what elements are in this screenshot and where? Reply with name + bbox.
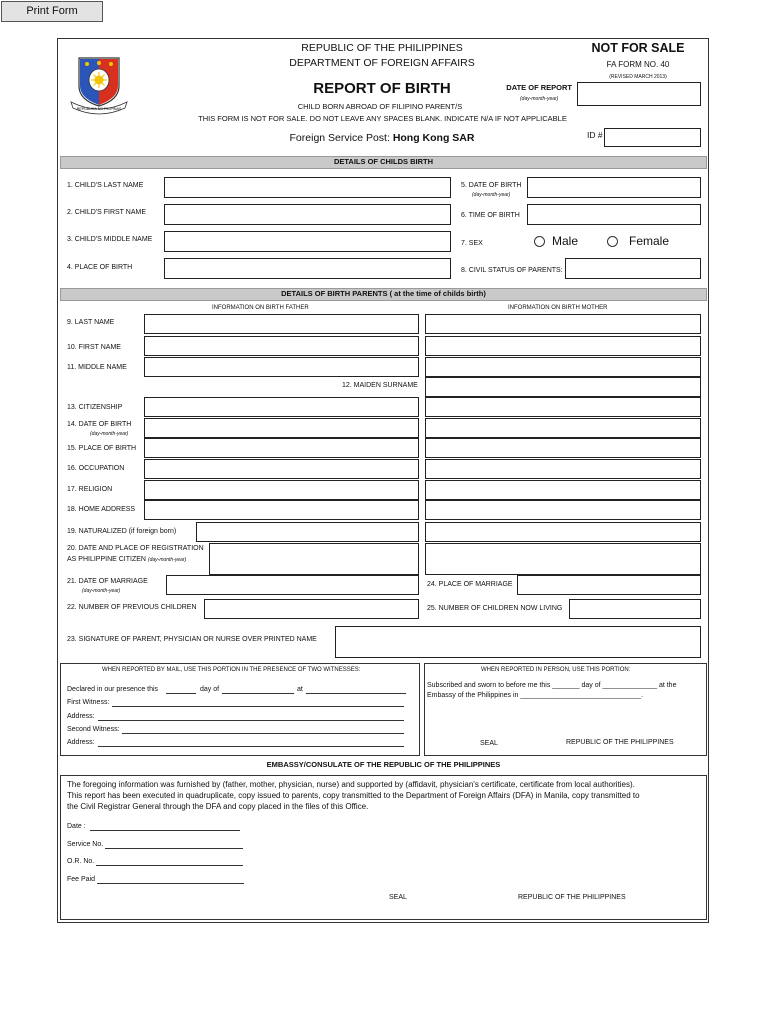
registration-format: (day-month-year)	[147, 557, 187, 563]
date-line[interactable]	[90, 830, 240, 831]
person-sworn-line1: Subscribed and sworn to before me this _______ day of ______________ at the	[427, 682, 677, 689]
pob-label: 15. PLACE OF BIRTH	[67, 445, 137, 452]
child-place-of-birth-label: 4. PLACE OF BIRTH	[67, 264, 133, 271]
father-naturalized-input[interactable]	[196, 522, 419, 542]
mother-dob-input[interactable]	[425, 418, 701, 438]
father-religion-input[interactable]	[144, 480, 419, 500]
embassy-para-2: This report has been executed in quadruplicate, copy issued to parents, copy transmitted to the Department of Foreign Affairs (DFA) in Manila, copy transmitted to	[67, 791, 640, 800]
registration-label: 20. DATE AND PLACE OF REGISTRATION	[67, 545, 204, 552]
person-sworn-line2: Embassy of the Philippines in _______________________________.	[427, 692, 644, 699]
section-birth-parents: DETAILS OF BIRTH PARENTS ( at the time of childs birth)	[60, 288, 707, 301]
first-witness-line[interactable]	[112, 706, 404, 707]
embassy-para-3: the Civil Registrar General through the DFA and copy placed in the files of this Office.	[67, 802, 369, 811]
embassy-seal: SEAL	[389, 894, 407, 901]
father-address-input[interactable]	[144, 500, 419, 520]
registration-label-2-text: AS PHILIPPINE CITIZEN	[67, 556, 146, 563]
marriage-date-format: (day-month-year)	[82, 588, 121, 594]
maiden-surname-label: 12. MAIDEN SURNAME	[342, 382, 418, 389]
previous-children-input[interactable]	[204, 599, 419, 619]
declared-day-line[interactable]	[166, 693, 196, 694]
religion-label: 17. RELIGION	[67, 486, 113, 493]
occupation-label: 16. OCCUPATION	[67, 465, 125, 472]
mail-header: WHEN REPORTED BY MAIL, USE THIS PORTION IN THE PRESENCE OF TWO WITNESSES:	[102, 667, 361, 673]
father-first-name-input[interactable]	[144, 336, 419, 356]
mail-section	[60, 663, 420, 756]
citizenship-label: 13. CITIZENSHIP	[67, 404, 123, 411]
mother-citizenship-input[interactable]	[425, 397, 701, 417]
mother-first-name-input[interactable]	[425, 336, 701, 356]
last-name-label: 9. LAST NAME	[67, 319, 115, 326]
children-living-label: 25. NUMBER OF CHILDREN NOW LIVING	[427, 605, 563, 612]
page-title: REPORT OF BIRTH	[313, 80, 451, 97]
child-middle-name-label: 3. CHILD'S MIDDLE NAME	[67, 236, 153, 243]
mother-religion-input[interactable]	[425, 480, 701, 500]
department-heading: DEPARTMENT OF FOREIGN AFFAIRS	[289, 57, 475, 69]
mother-middle-name-input[interactable]	[425, 357, 701, 377]
section-child-birth: DETAILS OF CHILDS BIRTH	[60, 156, 707, 169]
fee-paid-line[interactable]	[97, 883, 244, 884]
father-occupation-input[interactable]	[144, 459, 419, 479]
registration-label-2	[67, 556, 186, 563]
fee-paid-label: Fee Paid	[67, 876, 96, 883]
home-address-label: 18. HOME ADDRESS	[67, 506, 136, 513]
first-name-label: 10. FIRST NAME	[67, 344, 121, 351]
post-value: Hong Kong SAR	[392, 132, 475, 144]
person-seal: SEAL	[480, 740, 498, 747]
embassy-republic: REPUBLIC OF THE PHILIPPINES	[518, 894, 626, 901]
mother-registration-input[interactable]	[425, 543, 701, 575]
embassy-title: EMBASSY/CONSULATE OF THE REPUBLIC OF THE PHILIPPINES	[266, 760, 501, 769]
mother-maiden-surname-input[interactable]	[425, 377, 701, 397]
child-dob-format: (day-month-year)	[472, 192, 511, 198]
marriage-place-input[interactable]	[517, 575, 701, 595]
child-first-name-input[interactable]	[164, 204, 451, 225]
not-for-sale: NOT FOR SALE	[591, 41, 685, 55]
previous-children-label: 22. NUMBER OF PREVIOUS CHILDREN	[67, 604, 197, 611]
dob-label: 14. DATE OF BIRTH	[67, 421, 132, 428]
mother-pob-input[interactable]	[425, 438, 701, 458]
mother-last-name-input[interactable]	[425, 314, 701, 334]
signature-input[interactable]	[335, 626, 701, 658]
revised-date: (REVISED MARCH 2013)	[609, 74, 667, 80]
child-time-of-birth-input[interactable]	[527, 204, 701, 225]
sex-male-label: Male	[552, 234, 579, 248]
child-last-name-label: 1. CHILD'S LAST NAME	[67, 182, 144, 189]
sex-female-label: Female	[629, 234, 670, 248]
philippine-seal-icon	[67, 50, 131, 118]
father-citizenship-input[interactable]	[144, 397, 419, 417]
child-dob-label: 5. DATE OF BIRTH	[461, 182, 522, 189]
marriage-place-label: 24. PLACE OF MARRIAGE	[427, 581, 513, 588]
foreign-service-post	[262, 132, 502, 144]
child-dob-input[interactable]	[527, 177, 701, 198]
marriage-date-input[interactable]	[166, 575, 419, 595]
marriage-date-label: 21. DATE OF MARRIAGE	[67, 578, 148, 585]
or-no-label: O.R. No.	[67, 858, 95, 865]
date-label: Date :	[67, 823, 86, 830]
sex-male-radio[interactable]	[534, 236, 545, 247]
address1-line[interactable]	[98, 720, 404, 721]
date-of-report-label: DATE OF REPORT	[506, 83, 572, 92]
service-no-label: Service No.	[67, 841, 104, 848]
person-republic: REPUBLIC OF THE PHILIPPINES	[566, 739, 674, 746]
naturalized-label: 19. NATURALIZED (if foreign born)	[67, 528, 177, 535]
print-form-button[interactable]: Print Form	[1, 1, 103, 22]
child-place-of-birth-input[interactable]	[164, 258, 451, 279]
day-of-label: day of	[200, 686, 220, 693]
address2-line[interactable]	[98, 746, 404, 747]
child-middle-name-input[interactable]	[164, 231, 451, 252]
second-witness-line[interactable]	[122, 733, 404, 734]
date-of-report-format: (day-month-year)	[520, 96, 559, 102]
child-time-of-birth-label: 6. TIME OF BIRTH	[461, 212, 520, 219]
first-witness-label: First Witness:	[67, 699, 110, 706]
mother-naturalized-input[interactable]	[425, 522, 701, 542]
civil-status-label: 8. CIVIL STATUS OF PARENTS:	[461, 267, 563, 274]
father-registration-input[interactable]	[209, 543, 419, 575]
dob-format: (day-month-year)	[90, 431, 129, 437]
mother-occupation-input[interactable]	[425, 459, 701, 479]
mother-address-input[interactable]	[425, 500, 701, 520]
or-no-line[interactable]	[96, 865, 243, 866]
declared-label: Declared in our presence this	[67, 686, 159, 693]
child-sex-label: 7. SEX	[461, 240, 483, 247]
sex-female-radio[interactable]	[607, 236, 618, 247]
child-first-name-label: 2. CHILD'S FIRST NAME	[67, 209, 146, 216]
father-last-name-input[interactable]	[144, 314, 419, 334]
address2-label: Address:	[67, 739, 95, 746]
father-dob-input[interactable]	[144, 418, 419, 438]
post-label: Foreign Service Post:	[289, 132, 393, 144]
signature-label: 23. SIGNATURE OF PARENT, PHYSICIAN OR NURSE OVER PRINTED NAME	[67, 636, 317, 643]
date-of-report-input[interactable]	[577, 82, 701, 106]
declared-place-line[interactable]	[306, 693, 406, 694]
embassy-para-1: The foregoing information was furnished by (father, mother, physician, nurse) and supported by (affidavit, physician's certificate, certificate from local authorities).	[67, 780, 635, 789]
at-label: at	[297, 686, 303, 693]
address1-label: Address:	[67, 713, 95, 720]
civil-status-input[interactable]	[565, 258, 701, 279]
children-living-input[interactable]	[569, 599, 701, 619]
mother-header: INFORMATION ON BIRTH MOTHER	[508, 305, 608, 311]
second-witness-label: Second Witness:	[67, 726, 120, 733]
form-number: FA FORM NO. 40	[606, 60, 670, 69]
declared-month-line[interactable]	[222, 693, 294, 694]
subtitle: CHILD BORN ABROAD OF FILIPINO PARENT/S	[297, 102, 463, 111]
id-input[interactable]	[604, 128, 701, 147]
father-middle-name-input[interactable]	[144, 357, 419, 377]
republic-heading: REPUBLIC OF THE PHILIPPINES	[301, 42, 463, 54]
seal-text: REPUBLIKA NG PILIPINAS	[76, 107, 122, 111]
middle-name-label: 11. MIDDLE NAME	[67, 364, 127, 371]
father-header: INFORMATION ON BIRTH FATHER	[212, 305, 309, 311]
person-header: WHEN REPORTED IN PERSON, USE THIS PORTION:	[481, 667, 631, 673]
father-pob-input[interactable]	[144, 438, 419, 458]
form-instruction: THIS FORM IS NOT FOR SALE. DO NOT LEAVE ANY SPACES BLANK. INDICATE N/A IF NOT APPLICABLE	[198, 114, 567, 123]
service-no-line[interactable]	[105, 848, 243, 849]
child-last-name-input[interactable]	[164, 177, 451, 198]
id-label: ID #	[587, 130, 603, 140]
